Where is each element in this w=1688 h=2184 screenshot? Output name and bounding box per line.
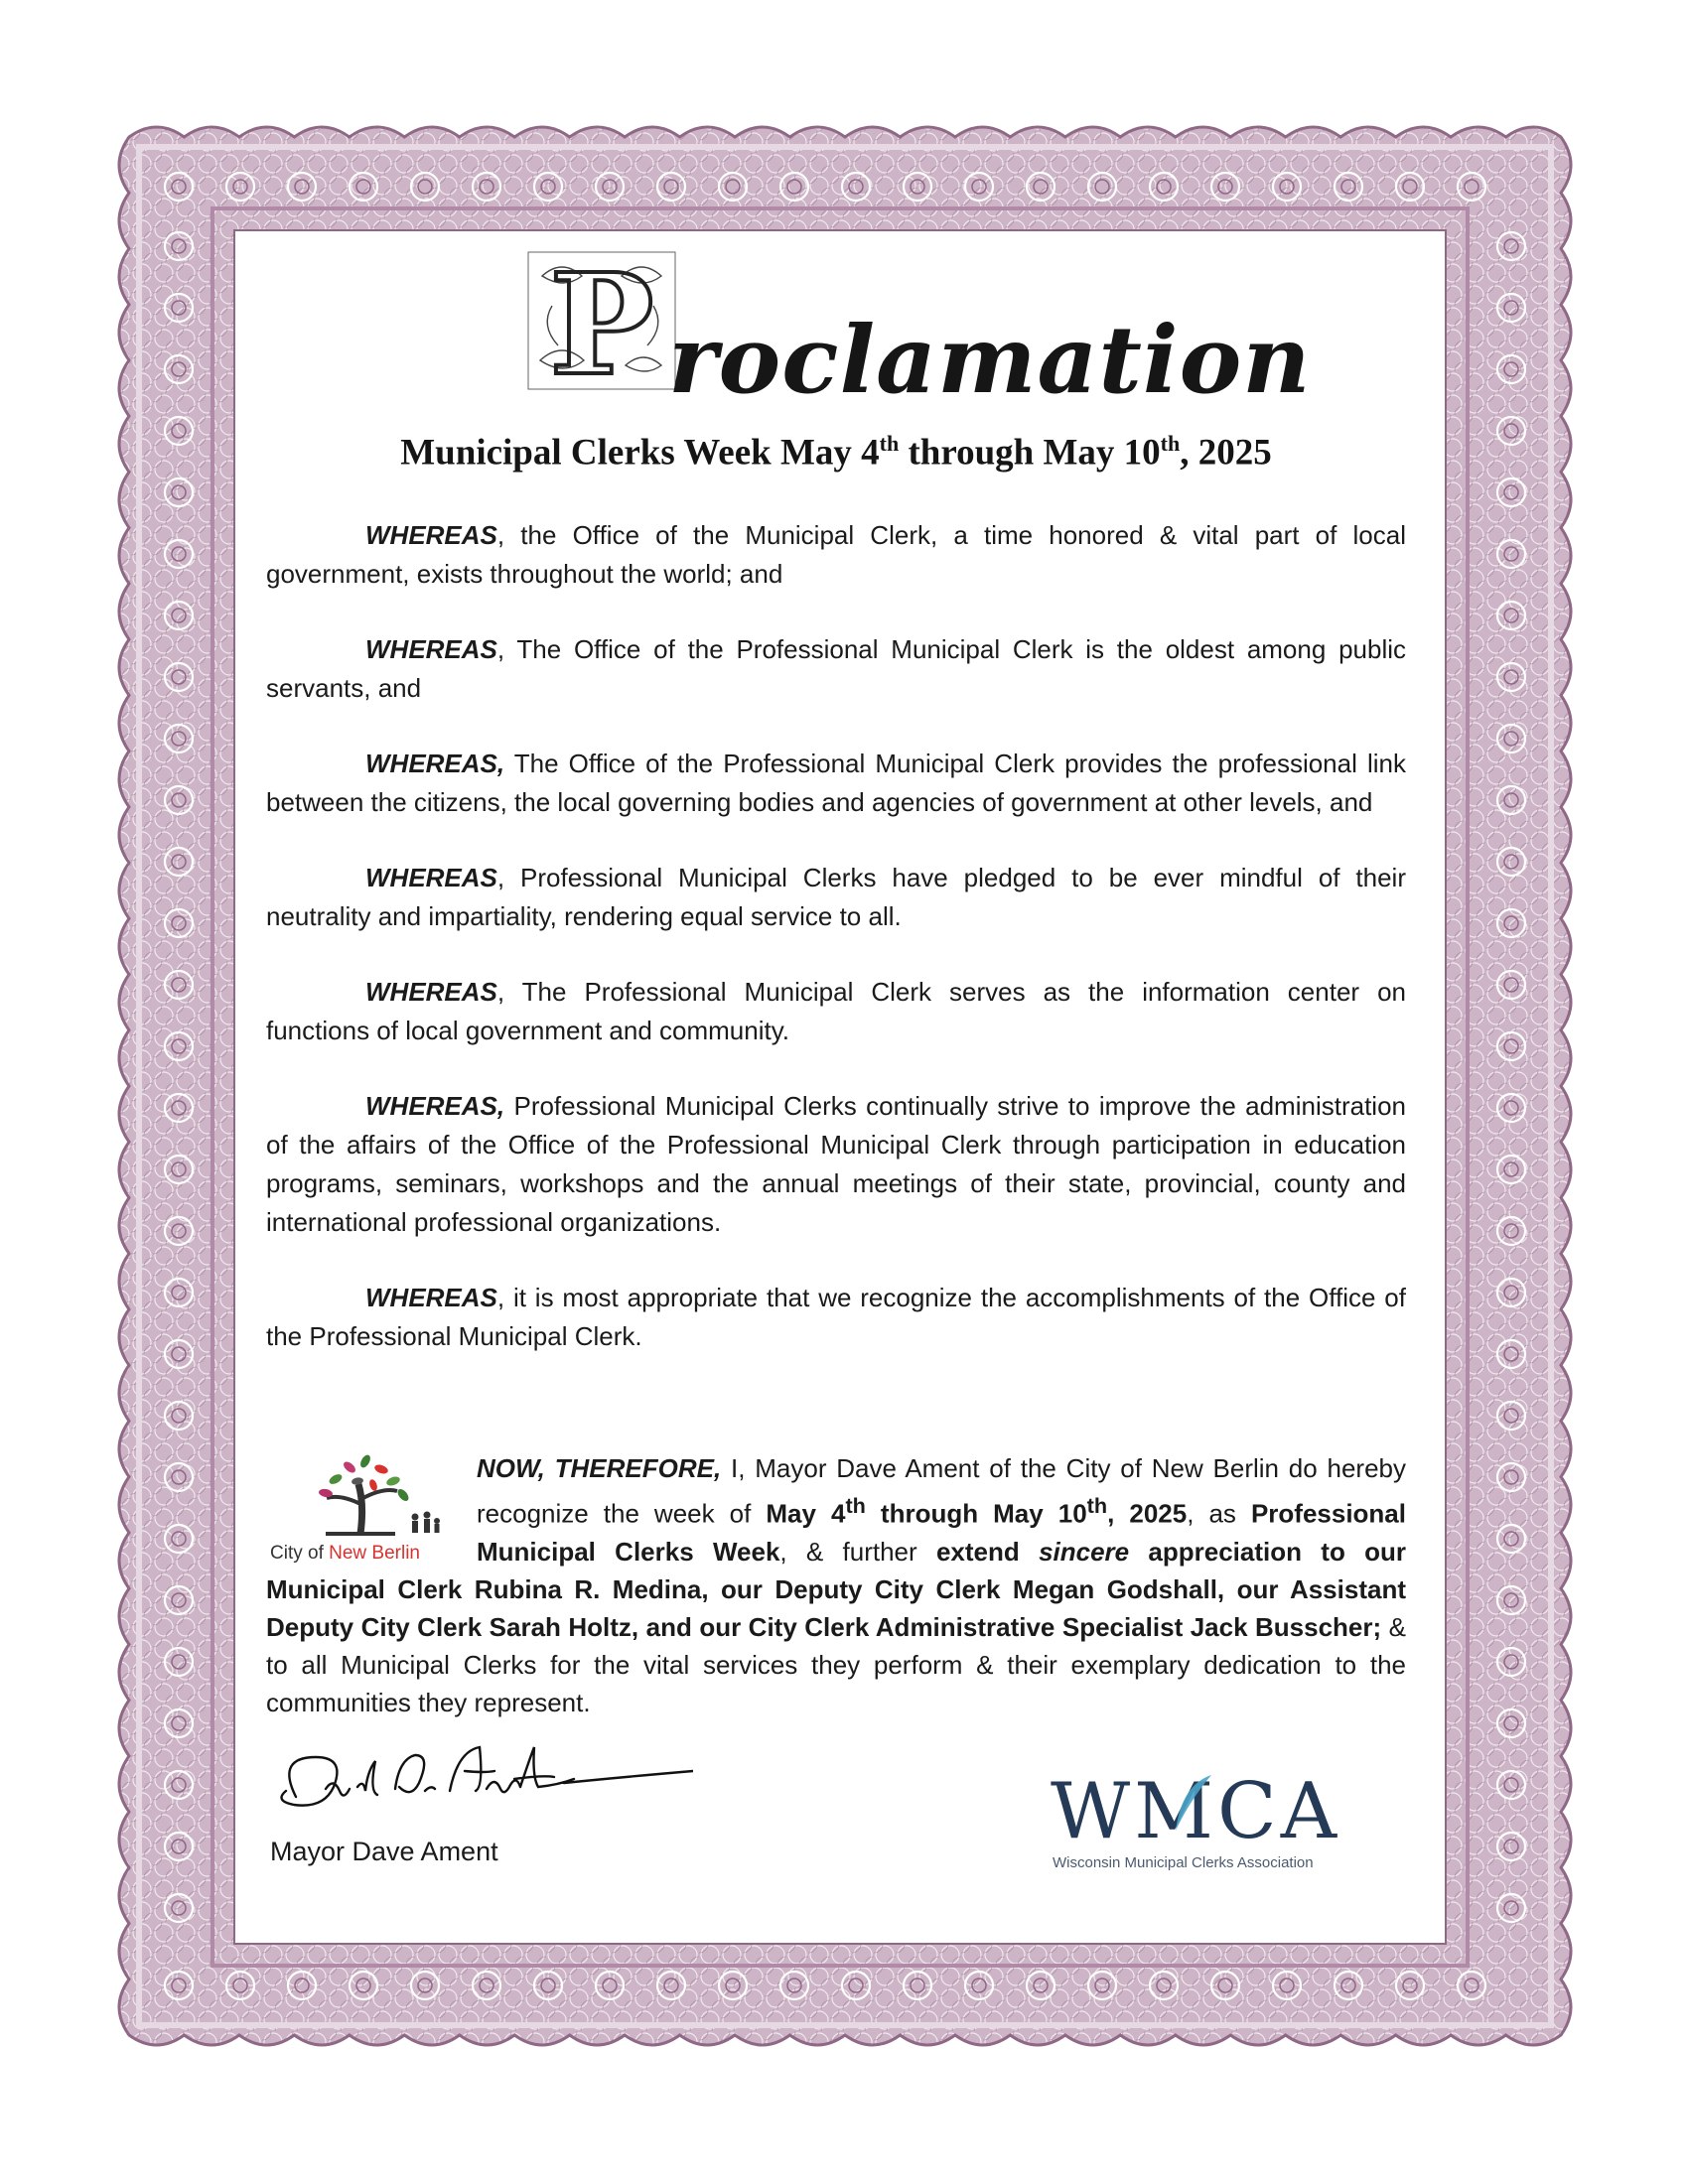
whereas-paragraph-2 [266, 630, 1406, 708]
mayor-signature [266, 1727, 693, 1837]
final-text-1: I, Mayor Dave Ament of the City of New Berlin do hereby recognize the week of [477, 1453, 1407, 1529]
whereas-text: The Office of the Professional Municipal Clerk provides the professional link between the citizens, the local governing bodies and agencies of government at other levels, and [266, 749, 1406, 817]
whereas-keyword: WHEREAS, [365, 749, 505, 778]
now-therefore-keyword: NOW, THEREFORE, [477, 1453, 722, 1483]
whereas-clauses [266, 516, 1406, 1393]
whereas-keyword: WHEREAS [365, 977, 497, 1007]
whereas-text: , The Office of the Professional Municipal Clerk is the oldest among public servants, and [266, 634, 1406, 703]
ornamental-initial [522, 246, 681, 395]
tree-icon [266, 1449, 465, 1539]
whereas-text: Professional Municipal Clerks continually strive to improve the administration of the affairs of the Office of the Professional Municipal Clerk through participation in education programs, seminars, workshops and the annual meetings of their state, provincial, county and international professional organizations. [266, 1091, 1406, 1237]
logo-city-label [270, 1535, 420, 1572]
city-of-new-berlin-logo [266, 1449, 465, 1567]
whereas-keyword: WHEREAS [365, 863, 497, 892]
subtitle-part3: , 2025 [1180, 432, 1272, 474]
final-date-start: May 4 [766, 1498, 846, 1529]
wmca-logo [1051, 1767, 1388, 1871]
final-year: , 2025 [1107, 1498, 1188, 1529]
subtitle-sup1: th [879, 431, 900, 456]
final-extend: extend [935, 1536, 1040, 1567]
quill-icon [1162, 1771, 1221, 1841]
title-text: roclamation [668, 306, 1312, 415]
subtitle-part2: through May 10 [899, 432, 1161, 474]
whereas-text: , it is most appropriate that we recognize the accomplishments of the Office of the Professional Municipal Clerk. [266, 1283, 1406, 1351]
whereas-text: , The Professional Municipal Clerk serves as the information center on functions of local government and community. [266, 977, 1406, 1045]
logo-city-name: New Berlin [329, 1543, 420, 1564]
whereas-paragraph-1 [266, 516, 1406, 594]
whereas-paragraph-5 [266, 973, 1406, 1050]
whereas-keyword: WHEREAS [365, 520, 497, 550]
logo-prefix: City of [270, 1543, 330, 1564]
proclamation-subtitle [266, 431, 1406, 474]
final-date-end: through May 10 [865, 1498, 1087, 1529]
final-text-4: & to all Municipal Clerks for the vital services they perform & their exemplary dedication to the communities they represent. [266, 1611, 1406, 1717]
final-sincere: sincere [1039, 1536, 1130, 1567]
final-text-3: , & further [779, 1536, 936, 1567]
whereas-text: , the Office of the Municipal Clerk, a time honored & vital part of local government, exists throughout the world; and [266, 520, 1406, 589]
final-sup-1: th [845, 1493, 866, 1518]
final-sup-2: th [1086, 1493, 1108, 1518]
final-appreciation: appreciation to our Municipal Clerk Rubina R. Medina, our Deputy City Clerk Megan Godshall, our Assistant Deputy City Clerk Sarah Holtz, and our City Clerk Administrative Specialist Jack Busscher; [266, 1536, 1406, 1642]
whereas-keyword: WHEREAS, [365, 1091, 505, 1121]
signer-name: Mayor Dave Ament [270, 1837, 498, 1866]
wmca-subtitle: Wisconsin Municipal Clerks Association [1053, 1854, 1314, 1871]
subtitle-part1: Municipal Clerks Week May 4 [400, 432, 880, 474]
whereas-paragraph-3 [266, 745, 1406, 822]
whereas-paragraph-6 [266, 1087, 1406, 1242]
wmca-letters: WMCA [1051, 1767, 1341, 1856]
whereas-paragraph-4 [266, 859, 1406, 936]
proclamation-page [266, 238, 1406, 1930]
proclamation-title [266, 238, 1406, 415]
final-week-name: Professional Municipal Clerks Week [477, 1498, 1406, 1567]
whereas-keyword: WHEREAS [365, 1283, 497, 1312]
final-text-2: , as [1187, 1498, 1251, 1529]
initial-letter: P [549, 246, 654, 395]
now-therefore-paragraph [266, 1449, 1406, 1721]
whereas-paragraph-7 [266, 1279, 1406, 1356]
subtitle-sup2: th [1160, 431, 1181, 456]
whereas-keyword: WHEREAS [365, 634, 497, 664]
whereas-text: , Professional Municipal Clerks have pledged to be ever mindful of their neutrality and impartiality, rendering equal service to all. [266, 863, 1406, 931]
